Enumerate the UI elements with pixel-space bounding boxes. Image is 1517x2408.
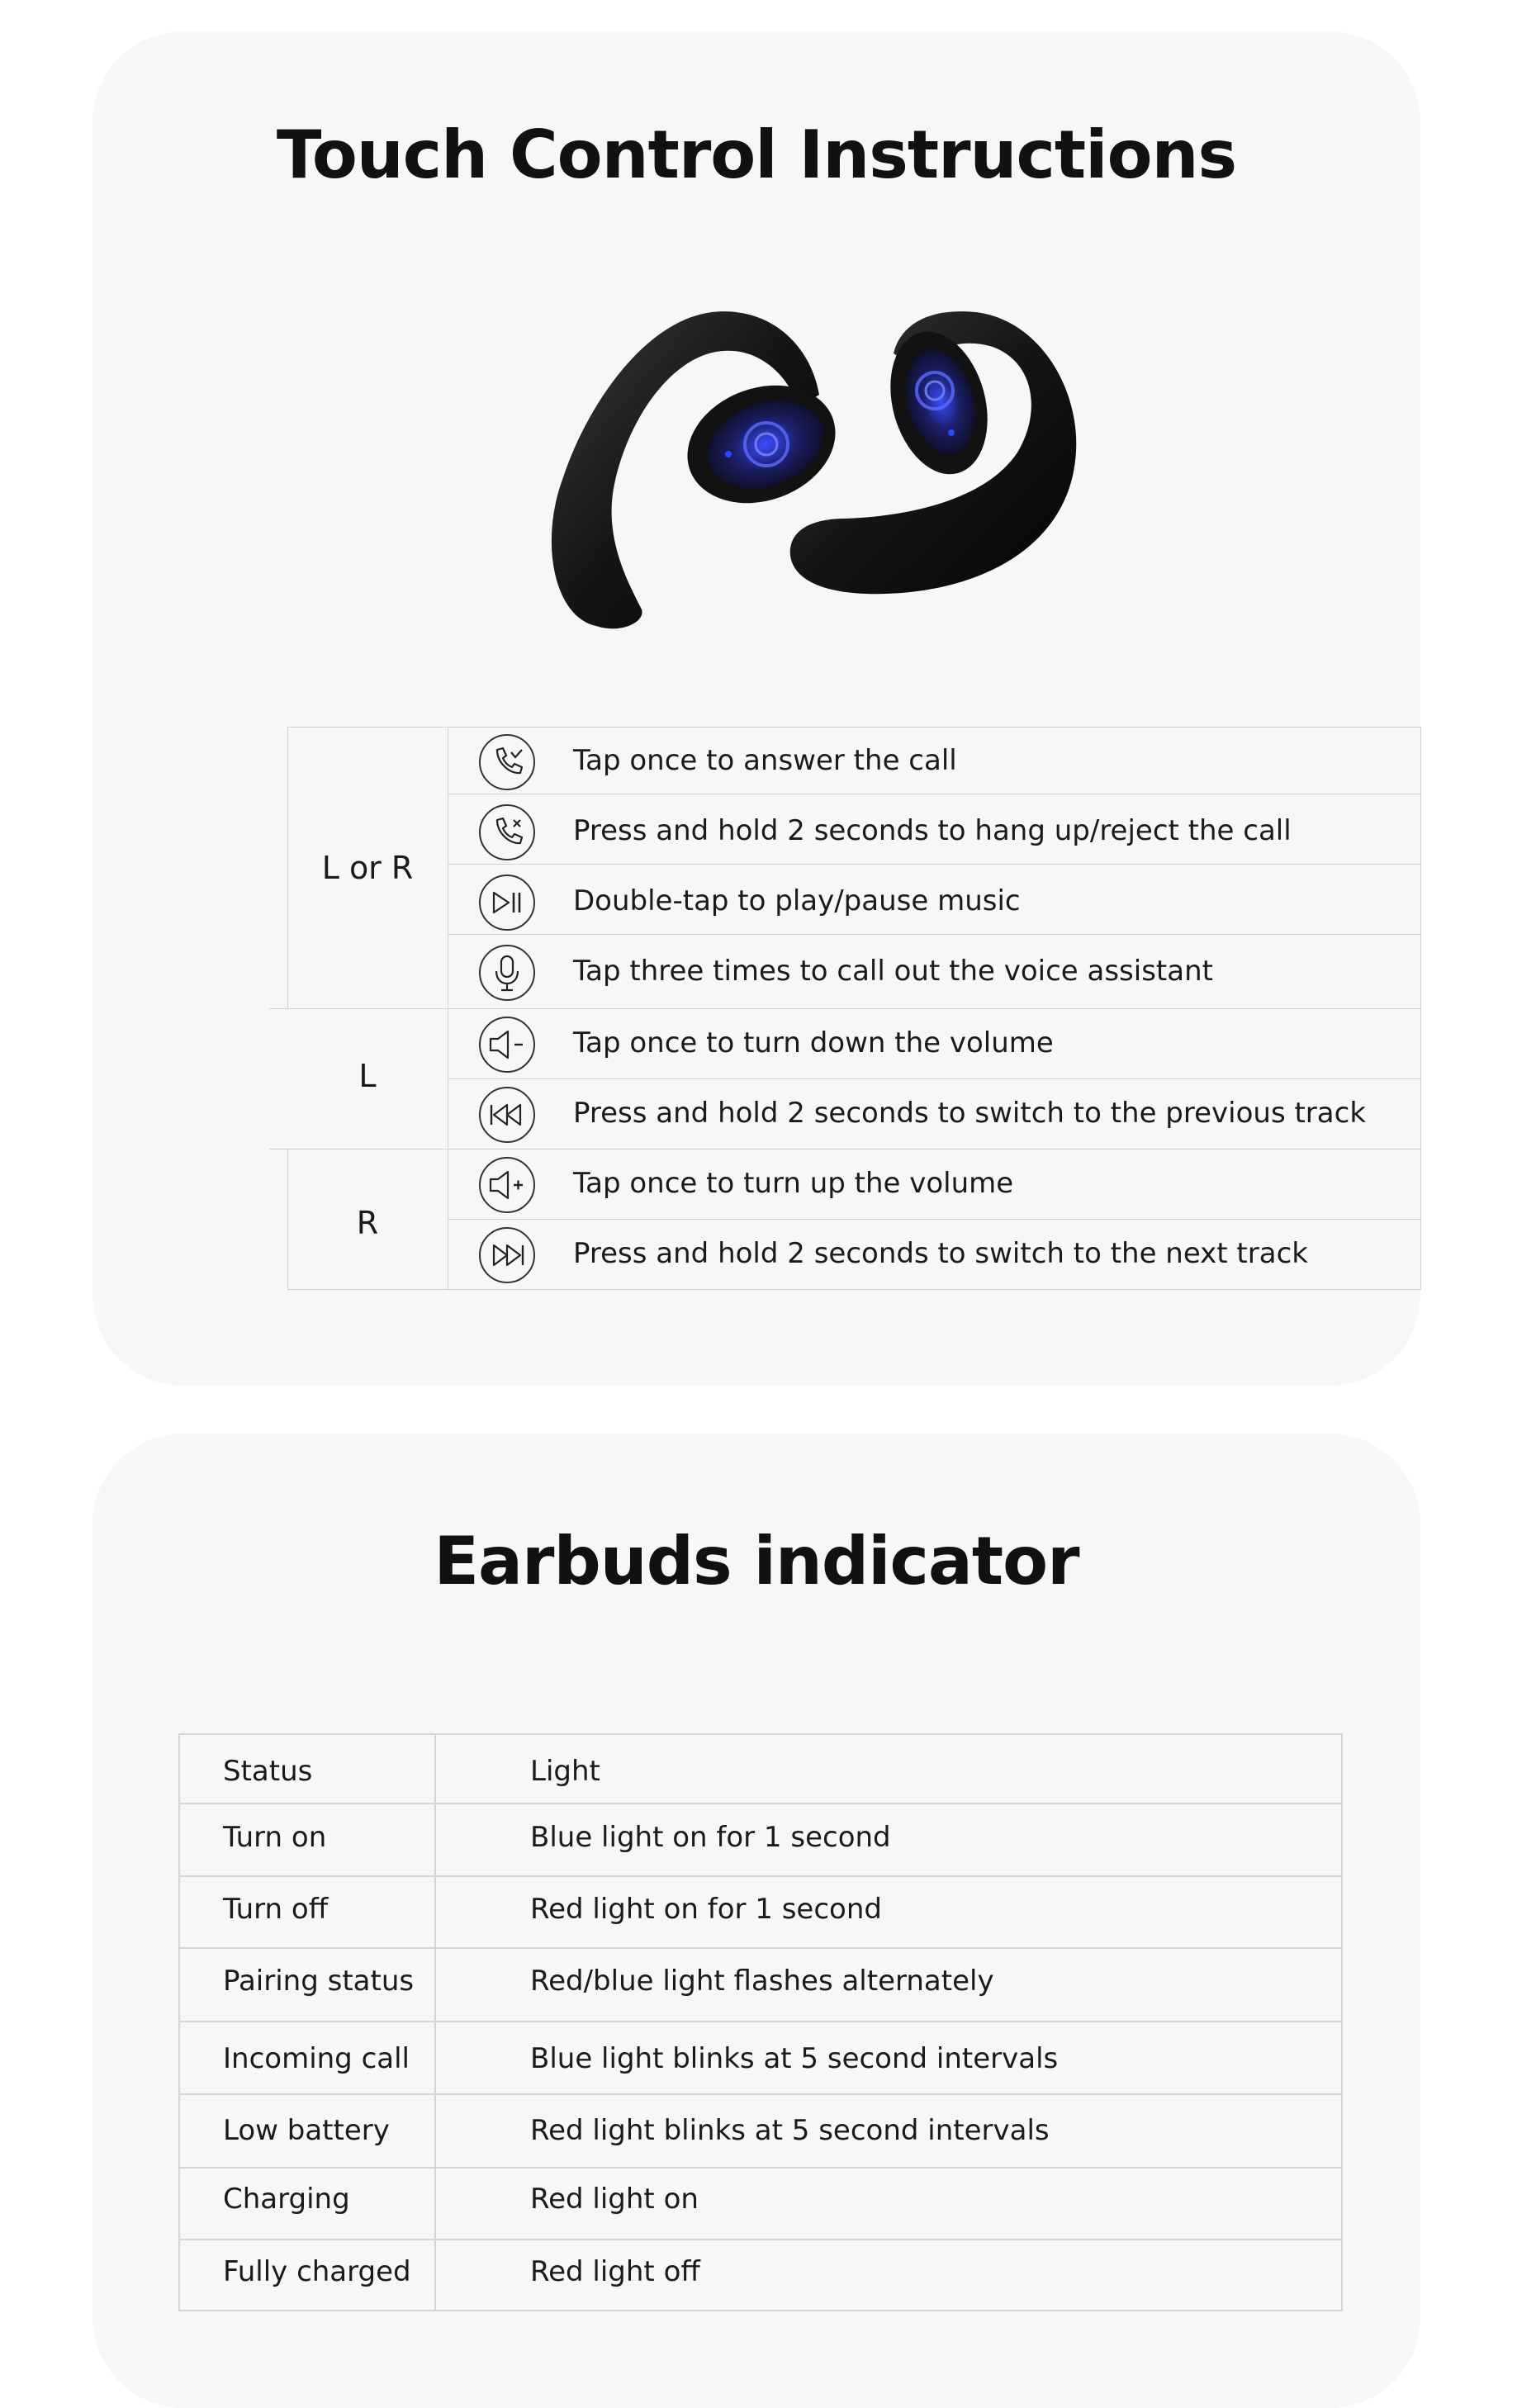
play-pause-icon (479, 875, 535, 931)
light-column-header: Light (530, 1755, 600, 1788)
status-cell: Charging (223, 2183, 350, 2216)
previous-track-icon (479, 1087, 535, 1143)
answer-call-icon (479, 734, 535, 790)
indicator-table (178, 1733, 1343, 2311)
touch-instruction-text: Press and hold 2 seconds to switch to the previous track (573, 1097, 1367, 1130)
next-track-icon (479, 1227, 535, 1283)
microphone-icon (479, 945, 535, 1001)
light-cell: Red/blue light flashes alternately (530, 1965, 994, 1998)
touch-instruction-text: Double-tap to play/pause music (573, 884, 1021, 917)
earbuds-indicator-title: Earbuds indicator (434, 1523, 1079, 1600)
touch-control-card (92, 31, 1420, 1386)
touch-instruction-text: Tap three times to call out the voice assistant (573, 955, 1213, 988)
touch-row (448, 938, 1420, 1008)
status-cell: Turn on (223, 1821, 327, 1854)
indicator-row (180, 1945, 1341, 2017)
touch-row (448, 868, 1420, 938)
touch-instruction-text: Press and hold 2 seconds to hang up/reject the call (573, 814, 1292, 847)
indicator-row (180, 2163, 1341, 2235)
touch-instruction-text: Tap once to turn up the volume (573, 1167, 1014, 1200)
touch-row (448, 728, 1420, 798)
status-cell: Low battery (223, 2114, 390, 2147)
light-cell: Red light on for 1 second (530, 1893, 882, 1926)
light-cell: Red light off (530, 2255, 700, 2288)
volume-up-icon (479, 1157, 535, 1213)
group-label-r: R (356, 1205, 379, 1241)
indicator-row (180, 2094, 1341, 2166)
touch-control-table (287, 727, 1421, 1290)
earbuds-product-image (505, 271, 1133, 659)
light-cell: Red light on (530, 2183, 699, 2216)
indicator-row (180, 2022, 1341, 2094)
touch-instruction-text: Tap once to turn down the volume (573, 1026, 1054, 1059)
light-cell: Red light blinks at 5 second intervals (530, 2114, 1050, 2147)
indicator-header-row (180, 1735, 1341, 1807)
light-cell: Blue light blinks at 5 second intervals (530, 2042, 1059, 2075)
touch-control-title: Touch Control Instructions (276, 116, 1237, 193)
touch-row (448, 1150, 1420, 1221)
group-label-l-or-r: L or R (321, 850, 414, 886)
hang-up-icon (479, 804, 535, 860)
touch-row (448, 1221, 1420, 1291)
volume-down-icon (479, 1017, 535, 1073)
indicator-row (180, 1873, 1341, 1945)
status-column-header: Status (223, 1755, 313, 1788)
touch-instruction-text: Press and hold 2 seconds to switch to the next track (573, 1237, 1308, 1270)
status-cell: Pairing status (223, 1965, 415, 1998)
touch-row (448, 1080, 1420, 1150)
status-cell: Incoming call (223, 2042, 410, 2075)
status-cell: Fully charged (223, 2255, 411, 2288)
touch-row (448, 1010, 1420, 1080)
touch-instruction-text: Tap once to answer the call (573, 744, 957, 777)
light-cell: Blue light on for 1 second (530, 1821, 891, 1854)
group-label-l: L (358, 1058, 377, 1094)
touch-row (448, 798, 1420, 868)
status-cell: Turn off (223, 1893, 329, 1926)
indicator-row (180, 1801, 1341, 1873)
indicator-row (180, 2235, 1341, 2307)
